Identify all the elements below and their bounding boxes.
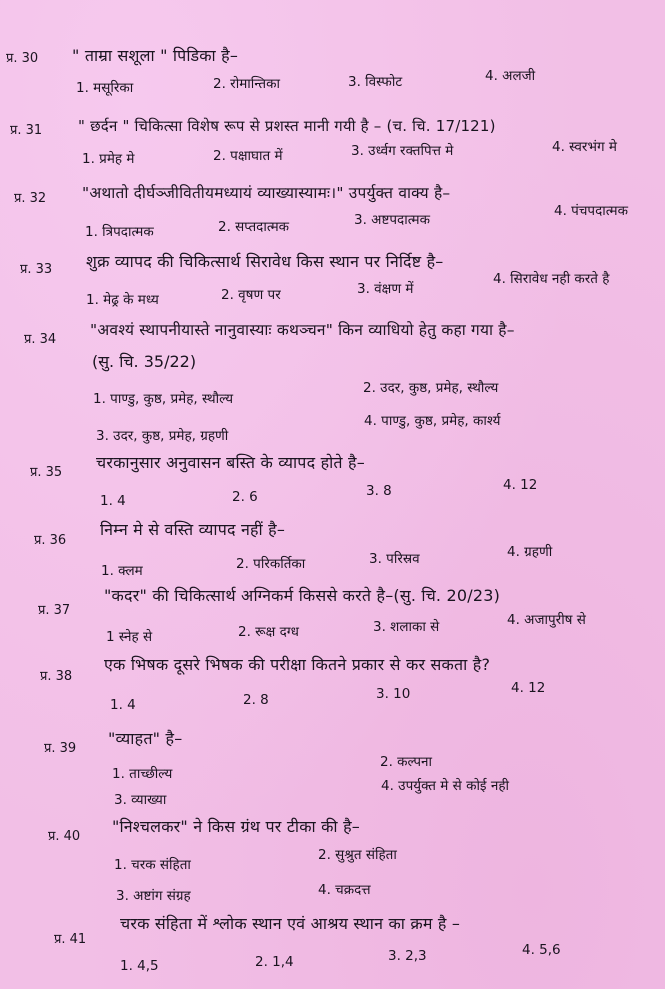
option-2: 2. वृषण पर (221, 287, 281, 303)
option-1: 1. ताच्छील्य (112, 766, 173, 782)
question-number: प्र. 39 (44, 741, 77, 756)
question-number: प्र. 33 (20, 262, 53, 277)
option-4: 4. ग्रहणी (507, 544, 553, 560)
question-text: "व्याहत" है– (108, 729, 183, 748)
question-text: "निश्चलकर" ने किस ग्रंथ पर टीका की है– (112, 817, 360, 836)
question-text: एक भिषक दूसरे भिषक की परीक्षा कितने प्रकार से कर सकता है? (104, 655, 491, 674)
option-2: 2. 6 (232, 489, 258, 505)
option-1: 1. 4 (100, 493, 126, 509)
option-4: 4. चक्रदत्त (318, 882, 371, 898)
option-2: 2. पक्षाघात में (213, 148, 283, 164)
question-text: "अवश्यं स्थापनीयास्ते नानुवास्याः कथञ्चन" किन व्याधियो हेतु कहा गया है– (90, 321, 515, 339)
option-3: 3. अष्टांग संग्रह (116, 888, 191, 904)
option-4: 4. सिरावेध नही करते है (493, 271, 610, 287)
option-3: 3. अष्टपदात्मक (354, 212, 430, 228)
question-number: प्र. 41 (54, 932, 87, 947)
option-2: 2. रूक्ष दग्ध (238, 624, 299, 640)
option-4: 4. पाण्डु, कुष्ठ, प्रमेह, कार्श्य (364, 413, 501, 429)
question-text: चरक संहिता में श्लोक स्थान एवं आश्रय स्थान का क्रम है – (120, 914, 461, 933)
option-4: 4. अजापुरीष से (507, 612, 586, 628)
question-number: प्र. 35 (30, 465, 63, 480)
option-1: 1 स्नेह से (106, 629, 153, 645)
question-number: प्र. 38 (40, 669, 73, 684)
question-text: " छर्दन " चिकित्सा विशेष रूप से प्रशस्त मानी गयी है – (च. चि. 17/121) (78, 117, 496, 135)
option-3: 3. 10 (376, 686, 411, 702)
option-1: 1. क्लम (101, 563, 143, 579)
option-1: 1. मसूरिका (76, 80, 134, 96)
option-4: 4. उपर्युक्त मे से कोई नही (381, 778, 510, 794)
question-text: चरकानुसार अनुवासन बस्ति के व्यापद होते है– (96, 453, 365, 472)
option-3: 3. शलाका से (373, 619, 440, 635)
option-3: 3. वंक्षण में (357, 281, 414, 297)
option-1: 1. पाण्डु, कुष्ठ, प्रमेह, स्थौल्य (93, 391, 234, 407)
question-text: निम्न मे से वस्ति व्यापद नहीं है– (100, 520, 286, 539)
option-2: 2. 8 (243, 692, 269, 708)
question-reference: (सु. चि. 35/22) (92, 352, 197, 371)
option-3: 3. विस्फोट (348, 74, 403, 90)
option-2: 2. उदर, कुष्ठ, प्रमेह, स्थौल्य (363, 380, 499, 396)
option-2: 2. 1,4 (255, 954, 294, 970)
option-4: 4. 12 (511, 680, 546, 696)
question-number: प्र. 36 (34, 533, 67, 548)
option-3: 3. परिस्रव (369, 551, 420, 567)
question-number: प्र. 32 (14, 191, 47, 206)
question-text: " ताम्रा सशूला " पिडिका है– (72, 46, 239, 65)
option-4: 4. अलजी (485, 68, 536, 84)
option-4: 4. स्वरभंग मे (552, 139, 617, 155)
option-4: 4. पंचपदात्मक (554, 203, 628, 219)
option-1: 1. त्रिपदात्मक (85, 224, 154, 240)
question-number: प्र. 37 (38, 603, 71, 618)
option-1: 1. 4 (110, 697, 136, 713)
option-2: 2. रोमान्तिका (213, 76, 280, 92)
question-number: प्र. 40 (48, 829, 81, 844)
option-2: 2. सप्तदात्मक (218, 219, 290, 235)
option-4: 4. 5,6 (522, 942, 561, 958)
question-text: "कदर" की चिकित्सार्थ अग्निकर्म किससे करते है–(सु. चि. 20/23) (104, 586, 501, 605)
option-3: 3. 8 (366, 483, 392, 499)
option-4: 4. 12 (503, 477, 538, 493)
option-3: 3. व्याख्या (114, 792, 167, 808)
option-3: 3. 2,3 (388, 948, 427, 964)
question-number: प्र. 34 (24, 332, 57, 347)
option-1: 1. चरक संहिता (114, 857, 191, 873)
question-number: प्र. 31 (10, 123, 43, 138)
question-text: शुक्र व्यापद की चिकित्सार्थ सिरावेध किस स्थान पर निर्दिष्ट है– (86, 252, 444, 271)
question-text: "अथातो दीर्घञ्जीवितीयमध्यायं व्याख्यास्यामः।" उपर्युक्त वाक्य है– (82, 184, 451, 202)
option-2: 2. परिकर्तिका (236, 556, 306, 572)
question-number: प्र. 30 (6, 51, 39, 66)
option-3: 3. उर्ध्वग रक्तपित्त मे (351, 143, 454, 159)
option-2: 2. कल्पना (380, 754, 432, 770)
option-1: 1. 4,5 (120, 958, 159, 974)
option-3: 3. उदर, कुष्ठ, प्रमेह, ग्रहणी (96, 428, 229, 444)
option-1: 1. प्रमेह मे (82, 151, 135, 167)
option-2: 2. सुश्रुत संहिता (318, 847, 397, 863)
option-1: 1. मेढ्र के मध्य (86, 292, 159, 308)
